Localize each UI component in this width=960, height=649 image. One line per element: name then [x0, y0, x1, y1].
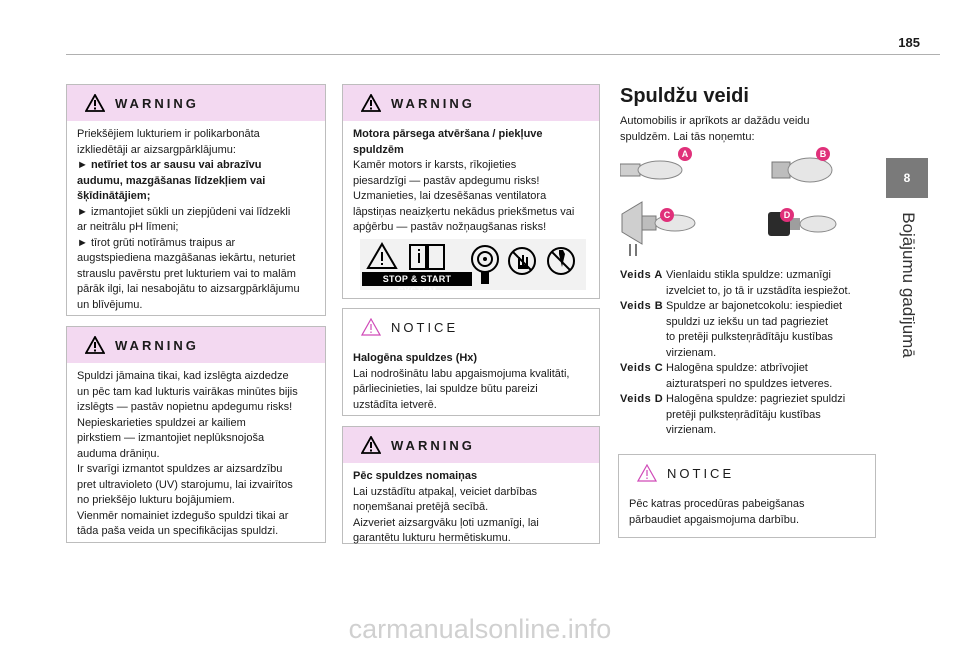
text-line: to pretēji pulksteņrādītāju kustības [666, 331, 833, 343]
legend-row [620, 392, 870, 439]
text-line: Vienmēr nomainiet izdegušo spuldzi tikai ar [77, 509, 289, 522]
notice-triangle-icon [637, 464, 657, 482]
chapter-number-tab: 8 [886, 158, 928, 198]
legend-key: Veids D [620, 393, 664, 405]
text-line: aizturatsperi no spuldzes ietveres. [666, 377, 833, 390]
marker-text: D [783, 210, 791, 220]
text-line: noņemšanai pretējā secībā. [353, 501, 489, 513]
notice-body [343, 345, 599, 421]
text-line: pretēji pulksteņrādītāju kustības [666, 408, 821, 421]
text-line: izvelciet to, jo tā ir uzstādīta iespiežot. [666, 284, 851, 297]
warning-body [67, 363, 325, 548]
text-line: audumu, mazgāšanas līdzekļiem vai [77, 174, 266, 187]
text-line: pret ultravioleto (UV) starojumu, lai izvairītos [77, 478, 293, 491]
text-line: Spuldze ar bajonetcokolu: iespiediet [666, 300, 843, 312]
chapter-title-text: Bojājumu gadījumā [899, 212, 918, 358]
text-line: spuldzi uz iekšu un tad pagrieziet [666, 315, 829, 328]
text-line: Priekšējiem lukturiem ir polikarbonāta [77, 128, 260, 140]
notice-label: NOTICE [391, 319, 459, 335]
text-line: Automobilis ir aprīkots ar dažādu veidu [620, 115, 810, 127]
text-line: Lai uzstādītu atpakaļ, veiciet darbības [353, 485, 538, 498]
bulb-marker-d [780, 208, 794, 222]
text-line: apģērbu — pastāv nožņaugšanas risks! [353, 221, 547, 233]
legend-key: Veids B [620, 300, 664, 312]
section-intro [620, 114, 860, 145]
text-line: Uzmanieties, lai dzesēšanas ventilatora [353, 190, 547, 202]
text-line: garantētu lukturu hermētiskumu. [353, 532, 511, 544]
text-line: izslēgts — pastāv nopietnu apdegumu risks! [77, 401, 293, 413]
text-line: Halogēna spuldze: atbrīvojiet [666, 362, 808, 374]
text-line: ► netīriet tos ar sausu vai abrazīvu [77, 159, 262, 171]
text-line: Kamēr motors ir karsts, rīkojieties [353, 159, 517, 171]
text-line: Spuldzi jāmaina tikai, kad izslēgta aizdedze [77, 370, 289, 382]
text-line: pirkstiem — izmantojiet neplūksnojoša [77, 432, 265, 444]
marker-text: B [819, 149, 827, 159]
watermark: carmanualsonline.info [348, 614, 612, 644]
text-line: ► izmantojiet sūkli un ziepjūdeni vai līdzekli [77, 205, 291, 218]
warning-header [343, 427, 599, 463]
legend-value [666, 361, 870, 392]
bulbs-icon [620, 144, 840, 260]
text-line: Nepieskarieties spuldzei ar kailiem [77, 416, 246, 429]
text-line: uzstādīta ietverē. [353, 398, 437, 411]
bulb-marker-c [660, 208, 674, 222]
text-line: pārbaudiet apgaismojuma darbību. [629, 513, 800, 526]
notice-header [619, 455, 875, 491]
text-line: piesardzīgi — pastāv apdegumu risks! [353, 174, 540, 187]
notice-box-halogen [342, 308, 600, 416]
text-line: pārliecinieties, lai spuldze būtu pareizi [353, 383, 538, 395]
marker-text: A [681, 149, 689, 159]
warning-label: WARNING [391, 95, 475, 111]
warning-header [67, 327, 325, 363]
warning-triangle-icon [85, 94, 105, 112]
text-line: Lai nodrošinātu labu apgaismojuma kvalitāti, [353, 367, 570, 380]
text-line: ► tīrot grūti notīrāmus traipus ar [77, 236, 236, 249]
text-line: izkliedētāji ar aizsargpārklājumu: [77, 143, 236, 156]
notice-triangle-icon [361, 318, 381, 336]
bulb-marker-b [816, 147, 830, 161]
warning-box-after-replacement [342, 426, 600, 544]
text-line: augstspiediena mazgāšanas iekārtu, neturiet [77, 252, 296, 264]
marker-text: C [663, 210, 671, 220]
text-line: šķīdinātājiem; [77, 190, 151, 202]
text-line: Halogēna spuldze: pagrieziet spuldzi [666, 393, 846, 405]
warning-header [67, 85, 325, 121]
text-line: un blīvējumu. [77, 298, 143, 311]
text-line: pārāk ilgi, lai nesabojātu to aizsargpārklājumu [77, 283, 300, 295]
warning-label: WARNING [391, 437, 475, 453]
text-line: auduma drāniņu. [77, 447, 160, 460]
legend-row [620, 268, 870, 299]
legend-row [620, 299, 870, 361]
warning-triangle-icon [85, 336, 105, 354]
text-line: un pēc tam kad lukturis vairākas minūtes bijis [77, 385, 298, 398]
section-heading: Spuldžu veidi [620, 85, 749, 107]
warning-title: Pēc spuldzes nomaiņas [353, 470, 478, 482]
warning-box-bulb-replacement [66, 326, 326, 543]
warning-label: WARNING [115, 95, 199, 111]
text-line: Aizveriet aizsargvāku ļoti uzmanīgi, lai [353, 516, 539, 529]
bulb-marker-a [678, 147, 692, 161]
legend-value [666, 392, 870, 439]
stop-start-label: STOP & START SYSTEM [382, 274, 452, 296]
text-line: virzienam. [666, 424, 717, 436]
notice-label: NOTICE [667, 465, 735, 481]
text-line: ar neitrālu pH līmeni; [77, 221, 179, 233]
bulb-type-legend [620, 268, 870, 439]
text-line: lāpstiņas neaizķertu nekādus priekšmetus vai [353, 205, 575, 218]
notice-box-check-lighting [618, 454, 876, 538]
legend-key: Veids A [620, 269, 663, 281]
warning-body [343, 463, 599, 555]
notice-body [619, 491, 875, 536]
legend-value [666, 299, 870, 361]
header-rule [66, 54, 940, 55]
warning-box-headlamp-care [66, 84, 326, 316]
text-line: Ir svarīgi izmantot spuldzes ar aizsardzību [77, 463, 283, 475]
warning-title-line: Motora pārsega atvēršana / piekļuve [353, 128, 543, 140]
bulb-types-illustration [620, 144, 840, 260]
warning-triangle-icon [361, 94, 381, 112]
text-line: virzienam. [666, 346, 717, 359]
warning-label: WARNING [115, 337, 199, 353]
chapter-title [868, 205, 948, 365]
text-line: spuldzēm. Lai tās noņemtu: [620, 130, 755, 143]
legend-value [666, 268, 870, 299]
notice-header [343, 309, 599, 345]
text-line: strauslu pavērstu pret lukturiem vai to malām [77, 267, 296, 280]
warning-title-line: spuldzēm [353, 143, 404, 156]
warning-body [343, 121, 599, 244]
page-number: 185 [898, 35, 920, 50]
warning-body [67, 121, 325, 321]
warning-triangle-icon [361, 436, 381, 454]
text-line: Pēc katras procedūras pabeigšanas [629, 498, 805, 510]
text-line: Vienlaidu stikla spuldze: uzmanīgi [666, 269, 831, 281]
text-line: tāda paša veida un specifikācijas spuldzi. [77, 525, 279, 537]
legend-row [620, 361, 870, 392]
text-line: no priekšējo lukturu bojājumiem. [77, 494, 235, 506]
legend-key: Veids C [620, 362, 664, 374]
notice-title: Halogēna spuldzes (Hx) [353, 352, 478, 364]
warning-header [343, 85, 599, 121]
safety-pictogram-strip [360, 239, 586, 296]
